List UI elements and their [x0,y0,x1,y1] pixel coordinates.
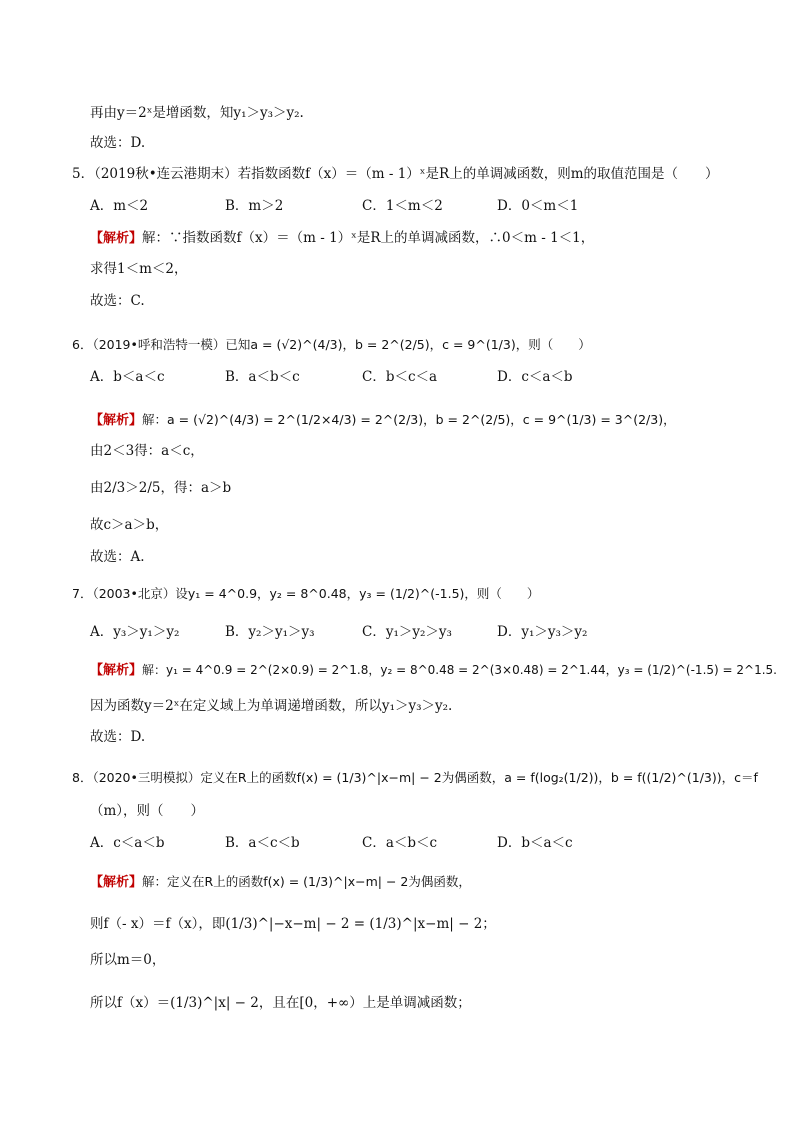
q7-option-b: B．y₂＞y₁＞y₃ [225,624,315,640]
q5-solution-1: 【解析】解：∵指数函数f（x）＝（m - 1）ˣ是R上的单调减函数，∴0＜m - 1＜1， [90,230,595,246]
q5-stem: 5．（2019秋•连云港期末）若指数函数f（x）＝（m - 1）ˣ是R上的单调减函数，则m的取值范围是（ ） [72,166,719,182]
q7-answer: 故选：D. [90,729,146,745]
q6-solution-1: 【解析】解：a = (√2)^(4/3) = 2^(1/2×4/3) = 2^(2/3)，b = 2^(2/5)，c = 9^(1/3) = 3^(2/3)， [90,412,676,428]
q7-option-c: C．y₁＞y₂＞y₃ [362,624,452,640]
q8-solution-4: 所以f（x）＝(1/3)^|x| − 2，且在[0，+∞）上是单调减函数； [90,995,471,1011]
analysis-tag: 【解析】 [90,875,143,890]
q6-answer: 故选：A. [90,549,145,565]
prev-answer: 故选：D. [90,135,146,151]
q6-option-d: D．c＜a＜b [497,369,573,385]
q6-solution-3: 由2/3＞2/5，得：a＞b [90,480,232,496]
q6-stem: 6．（2019•呼和浩特一模）已知a = (√2)^(4/3)，b = 2^(2/5)，c = 9^(1/3)，则（ ） [72,337,591,352]
q5-option-b: B．m＞2 [225,198,284,214]
q6-solution-4: 故c＞a＞b， [90,517,169,533]
q8-option-a: A．c＜a＜b [90,835,165,851]
q6-option-b: B．a＜b＜c [225,369,300,385]
analysis-tag: 【解析】 [90,413,143,428]
analysis-tag: 【解析】 [90,231,143,246]
q6-option-a: A．b＜a＜c [90,369,165,385]
q6-solution-2: 由2＜3得：a＜c， [90,443,204,459]
q7-stem: 7．（2003•北京）设y₁ = 4^0.9，y₂ = 8^0.48，y₃ = (1/2)^(-1.5)，则（ ） [72,586,540,601]
q6-option-c: C．b＜c＜a [362,369,438,385]
q7-solution-2: 因为函数y＝2ˣ在定义域上为单调递增函数，所以y₁＞y₃＞y₂. [90,698,453,714]
q8-stem-2: （m），则（ ） [90,803,205,819]
q8-option-b: B．a＜c＜b [225,835,300,851]
q5-option-d: D．0＜m＜1 [497,198,579,214]
q8-stem-1: 8．（2020•三明模拟）定义在R上的函数f(x) = (1/3)^|x−m| − 2为偶函数，a = f(log₂(1/2))，b = f((1/2)^(1/3))，c＝f [72,770,758,785]
q8-solution-1: 【解析】解：定义在R上的函数f(x) = (1/3)^|x−m| − 2为偶函数， [90,874,471,890]
q8-solution-3: 所以m＝0， [90,952,166,968]
q8-option-d: D．b＜a＜c [497,835,573,851]
q5-option-c: C．1＜m＜2 [362,198,443,214]
q7-option-a: A．y₃＞y₁＞y₂ [90,624,180,640]
q5-solution-2: 求得1＜m＜2， [90,261,188,277]
q7-option-d: D．y₁＞y₃＞y₂ [497,624,588,640]
q7-solution-1: 【解析】解：y₁ = 4^0.9 = 2^(2×0.9) = 2^1.8，y₂ = 8^0.48 = 2^(3×0.48) = 2^1.44，y₃ = (1/2)^(-1.5) = 2^1.5. [90,663,777,678]
q5-answer: 故选：C. [90,293,145,309]
q8-option-c: C．a＜b＜c [362,835,438,851]
q5-option-a: A．m＜2 [90,198,149,214]
prev-solution-line: 再由y＝2ˣ是增函数，知y₁＞y₃＞y₂. [90,105,304,121]
analysis-tag: 【解析】 [90,663,143,678]
q8-solution-2: 则f（- x）＝f（x），即(1/3)^|−x−m| − 2 = (1/3)^|x−m| − 2； [90,916,496,932]
